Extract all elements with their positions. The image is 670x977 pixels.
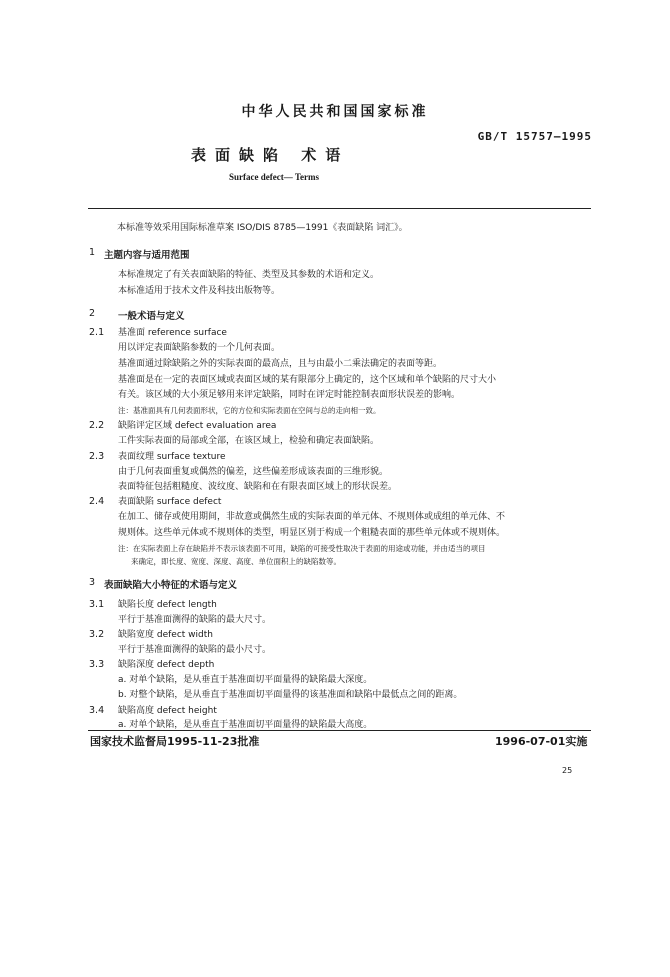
national-standard-heading: 中华人民共和国国家标准 (241, 104, 429, 120)
term-3-4-line: a. 对单个缺陷，是从垂直于基准面切平面量得的缺陷最大高度。 (118, 720, 373, 730)
term-2-4-note: 注：在实际表面上存在缺陷并不表示该表面不可用，缺陷的可接受性取决于表面的用途或功能，并由适当的项目 (118, 544, 486, 553)
term-2-4-line: 在加工、储存或使用期间，非故意或偶然生成的实际表面的单元体、不规则体或成组的单元体、不 (118, 512, 506, 522)
term-2-1-line: 基准面通过除缺陷之外的实际表面的最高点，且与由最小二乘法确定的表面等距。 (118, 359, 443, 369)
term-2-3-line: 由于几何表面重复或偶然的偏差，这些偏差形成该表面的三维形貌。 (118, 467, 389, 477)
footer-rule (88, 730, 591, 731)
section-1-number: 1 (89, 247, 96, 258)
term-2-1-number: 2.1 (89, 327, 105, 338)
term-3-3-number: 3.3 (89, 659, 105, 670)
term-2-3-number: 2.3 (89, 451, 105, 462)
term-2-1-line: 基准面是在一定的表面区域或表面区域的某有限部分上确定的，这个区域和单个缺陷的尺寸大小 (118, 375, 497, 385)
term-3-1-line: 平行于基准面测得的缺陷的最大尺寸。 (118, 615, 272, 625)
section-2-heading: 一般术语与定义 (118, 311, 185, 322)
term-2-4-number: 2.4 (89, 496, 105, 507)
term-3-1-number: 3.1 (89, 599, 105, 610)
term-2-3-title: 表面纹理 surface texture (118, 452, 226, 462)
term-2-4-line: 规则体。这些单元体或不规则体的类型，明显区别于构成一个粗糙表面的那些单元体或不规则体。 (118, 528, 506, 538)
term-2-4-title: 表面缺陷 surface defect (118, 497, 222, 507)
section-1-heading: 主题内容与适用范围 (104, 250, 190, 261)
intro-text: 本标准等效采用国际标准草案 ISO/DIS 8785—1991《表面缺陷 词汇》。 (117, 223, 408, 233)
term-3-2-number: 3.2 (89, 629, 105, 640)
term-3-3-line: b. 对整个缺陷，是从垂直于基准面切平面量得的该基准面和缺陷中最低点之间的距离。 (118, 690, 463, 700)
section-3-number: 3 (89, 577, 96, 588)
approval-date: 国家技术监督局1995-11-23批准 (90, 735, 260, 748)
term-3-3-title: 缺陷深度 defect depth (118, 660, 215, 670)
implementation-date: 1996-07-01实施 (495, 735, 588, 748)
standard-code: GB/T 15757—1995 (477, 130, 592, 143)
document-title-en: Surface defect— Terms (229, 172, 319, 182)
section-1-line: 本标准适用于技术文件及科技出版物等。 (118, 286, 281, 296)
term-2-2-title: 缺陷评定区域 defect evaluation area (118, 421, 277, 431)
term-2-3-line: 表面特征包括粗糙度、波纹度、缺陷和在有限表面区域上的形状误差。 (118, 482, 398, 492)
section-2-number: 2 (89, 308, 96, 319)
term-3-2-line: 平行于基准面测得的缺陷的最小尺寸。 (118, 645, 272, 655)
term-3-4-title: 缺陷高度 defect height (118, 706, 217, 716)
term-2-4-note: 来确定，即长度、宽度、深度、高度、单位面积上的缺陷数等。 (131, 557, 341, 566)
term-2-1-line: 有关。该区域的大小须足够用来评定缺陷，同时在评定时能控制表面形状误差的影响。 (118, 390, 461, 400)
section-1-line: 本标准规定了有关表面缺陷的特征、类型及其参数的术语和定义。 (118, 270, 380, 280)
term-3-2-title: 缺陷宽度 defect width (118, 630, 213, 640)
term-2-1-note: 注：基准面具有几何表面形状，它的方位和实际表面在空间与总的走向相一致。 (118, 406, 381, 415)
term-3-1-title: 缺陷长度 defect length (118, 600, 217, 610)
term-2-1-line: 用以评定表面缺陷参数的一个几何表面。 (118, 343, 281, 353)
term-2-2-number: 2.2 (89, 420, 105, 431)
page-number: 25 (562, 766, 573, 775)
term-2-2-line: 工件实际表面的局部或全部，在该区域上，检验和确定表面缺陷。 (118, 436, 380, 446)
term-3-4-number: 3.4 (89, 705, 105, 716)
term-2-1-title: 基准面 reference surface (118, 328, 227, 338)
document-title-cn: 表面缺陷 术语 (191, 146, 350, 164)
header-rule (88, 208, 591, 209)
term-3-3-line: a. 对单个缺陷，是从垂直于基准面切平面量得的缺陷最大深度。 (118, 675, 373, 685)
section-3-heading: 表面缺陷大小特征的术语与定义 (104, 580, 238, 591)
